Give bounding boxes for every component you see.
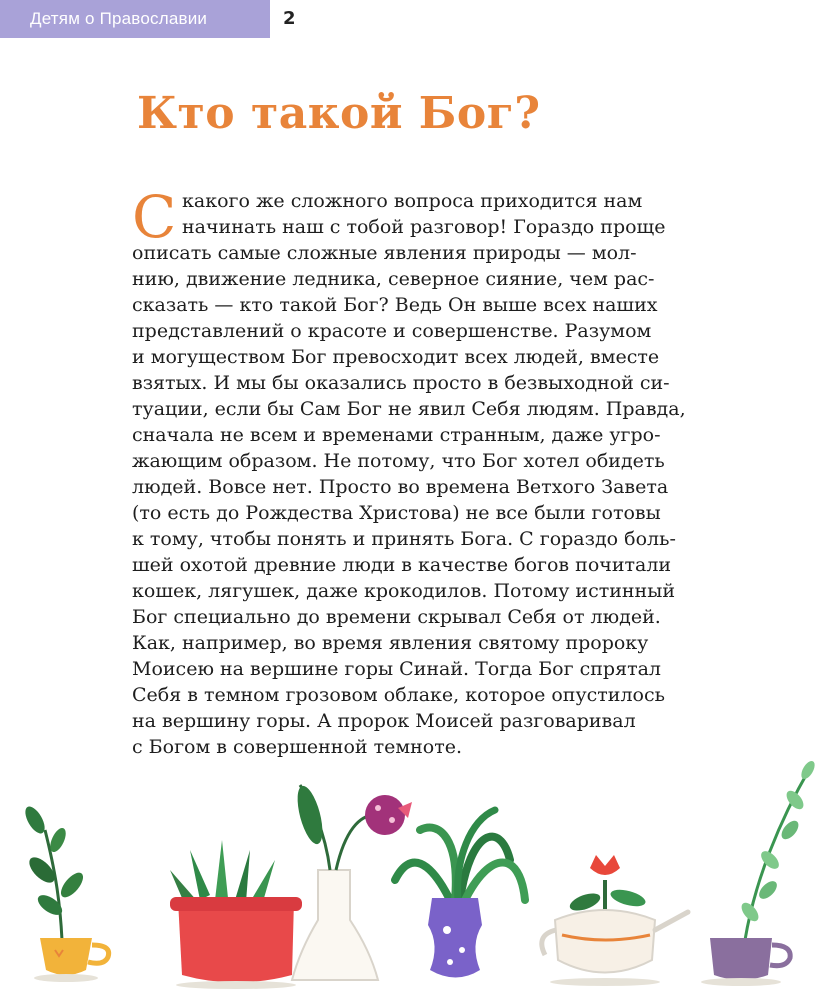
- article-body: [132, 183, 732, 760]
- purple-vase-plant: [395, 810, 525, 978]
- series-title-tab: [0, 0, 270, 38]
- series-title: Детям о Православии: [30, 9, 208, 28]
- text-line: Бог специально до времени скрывал Себя от людей.: [132, 606, 661, 628]
- purple-cup-vine: [701, 759, 817, 986]
- teapot-tulip: [542, 855, 688, 986]
- text-line: на вершину горы. А пророк Моисей разговаривал: [132, 710, 636, 732]
- text-line: описать самые сложные явления природы — мол-: [132, 242, 637, 264]
- text-line: кошек, лягушек, даже крокодилов. Потому истинный: [132, 580, 676, 602]
- text-line: и могуществом Бог превосходит всех людей, вместе: [132, 346, 660, 368]
- text-line: сказать — кто такой Бог? Ведь Он выше всех наших: [132, 294, 658, 316]
- text-line: нию, движение ледника, северное сияние, чем рас-: [132, 268, 655, 290]
- potted-plants-illustration: [0, 755, 833, 1000]
- page-title: Кто такой Бог?: [137, 88, 541, 139]
- text-line: Моисею на вершине горы Синай. Тогда Бог спрятал: [132, 658, 661, 680]
- text-line: сначала не всем и временами странным, даже угро-: [132, 424, 661, 446]
- text-line: жающим образом. Не потому, что Бог хотел обидеть: [132, 450, 665, 472]
- text-line: какого же сложного вопроса приходится нам: [182, 190, 643, 212]
- text-line: Как, например, во время явления святому пророку: [132, 632, 649, 654]
- drop-cap: С: [132, 183, 177, 251]
- text-line: представлений о красоте и совершенстве. Разумом: [132, 320, 652, 342]
- text-line: с Богом в совершенной темноте.: [132, 736, 463, 758]
- page-number: 2: [283, 8, 296, 29]
- text-line: людей. Вовсе нет. Просто во времена Ветхого Завета: [132, 476, 669, 498]
- red-pot-plant: [170, 840, 302, 989]
- text-line: к тому, чтобы понять и принять Бога. С гораздо боль-: [132, 528, 676, 550]
- text-line: туации, если бы Сам Бог не явил Себя людям. Правда,: [132, 398, 686, 420]
- yellow-cup-plant: [21, 804, 108, 982]
- text-line: начинать наш с тобой разговор! Гораздо проще: [182, 216, 666, 238]
- text-line: Себя в темном грозовом облаке, которое опустилось: [132, 684, 665, 706]
- text-line: шей охотой древние люди в качестве богов почитали: [132, 554, 672, 576]
- text-line: взятых. И мы бы оказались просто в безвыходной си-: [132, 372, 670, 394]
- text-line: (то есть до Рождества Христова) не все были готовы: [132, 502, 661, 524]
